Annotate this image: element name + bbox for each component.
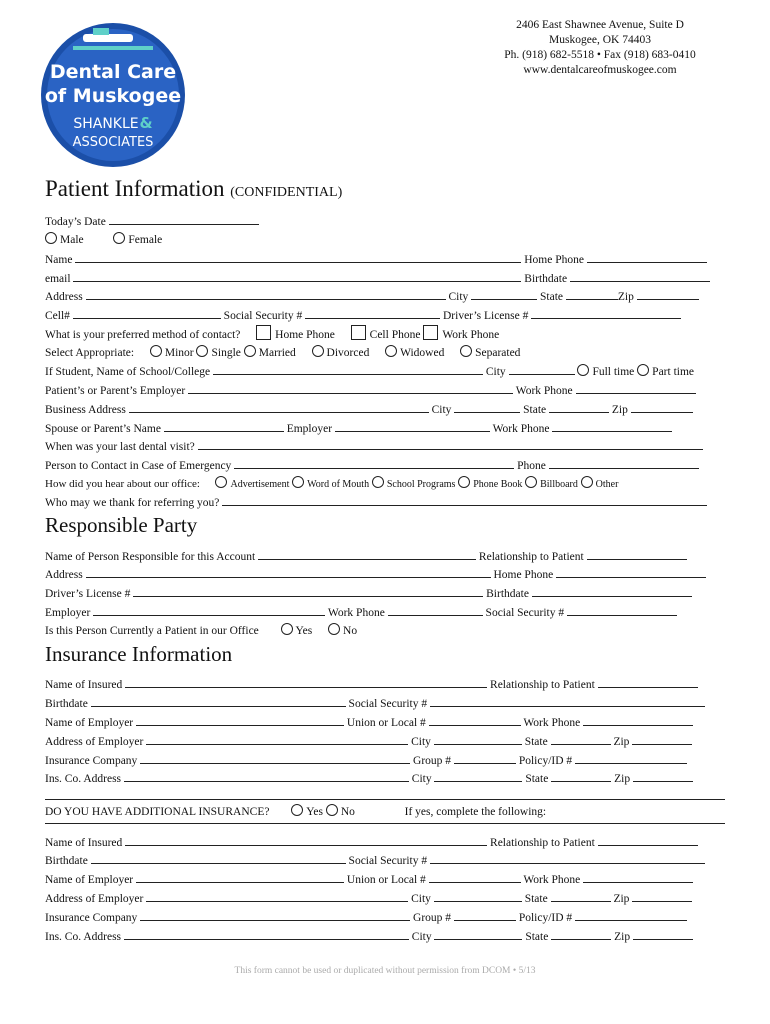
home-phone-label: Home Phone xyxy=(524,254,584,266)
ins-emp-state-field[interactable] xyxy=(551,733,611,745)
billboard-radio[interactable] xyxy=(525,476,537,488)
ins-emp-address-label: Address of Employer xyxy=(45,736,144,748)
spouse-work-phone-field[interactable] xyxy=(552,420,672,432)
ins2-ssn-label: Social Security # xyxy=(348,855,428,867)
responsible-party-title: Responsible Party xyxy=(45,513,198,537)
resp-address-field[interactable] xyxy=(86,566,491,578)
divorced-radio[interactable] xyxy=(312,345,324,357)
ins-insured-field[interactable] xyxy=(125,676,487,688)
ins2-birthdate-row xyxy=(45,852,705,868)
ins-group-label: Group # xyxy=(413,755,452,767)
resp-address-label: Address xyxy=(45,569,83,581)
zip-field[interactable] xyxy=(637,288,699,300)
ins2-co-city-field[interactable] xyxy=(434,928,522,940)
single-radio[interactable] xyxy=(196,345,208,357)
svg-text:of Muskogee: of Muskogee xyxy=(44,85,182,107)
ins-company-field[interactable] xyxy=(140,752,410,764)
resp-employer-row xyxy=(45,604,677,620)
contact-method-row xyxy=(45,325,499,342)
ins-ssn-label: Social Security # xyxy=(348,698,428,710)
ins-co-zip-label: Zip xyxy=(614,773,631,785)
additional-no-label: No xyxy=(340,806,355,818)
ins2-co-address-row xyxy=(45,928,693,944)
resp-dl-row xyxy=(45,585,692,601)
resp-employer-label: Employer xyxy=(45,607,91,619)
email-label: email xyxy=(45,273,71,285)
spouse-field[interactable] xyxy=(164,420,284,432)
ins-employer-label: Name of Employer xyxy=(45,717,134,729)
business-address-row xyxy=(45,401,693,417)
ins2-emp-zip-label: Zip xyxy=(613,893,630,905)
female-label: Female xyxy=(128,234,163,246)
ins-ssn-field[interactable] xyxy=(430,695,705,707)
spouse-employer-label: Employer xyxy=(286,423,333,435)
spouse-row xyxy=(45,420,672,436)
ins-co-address-field[interactable] xyxy=(124,770,409,782)
word-of-mouth-radio[interactable] xyxy=(292,476,304,488)
business-address-field[interactable] xyxy=(129,401,429,413)
employer-row xyxy=(45,382,696,398)
todays-date-row xyxy=(45,213,259,229)
todays-date-field[interactable] xyxy=(109,213,259,225)
resp-work-phone-label: Work Phone xyxy=(327,607,385,619)
student-city-field[interactable] xyxy=(509,363,575,375)
svg-text:Dental Care: Dental Care xyxy=(49,61,177,83)
single-label: Single xyxy=(211,347,241,359)
additional-insurance-row xyxy=(45,804,546,819)
thank-label: Who may we thank for referring you? xyxy=(45,497,220,509)
address-row xyxy=(45,288,699,304)
resp-current-row xyxy=(45,623,357,638)
todays-date-label: Today’s Date xyxy=(45,216,106,228)
dl-label: Driver’s License # xyxy=(443,310,529,322)
practice-address xyxy=(470,18,730,78)
business-city-label: City xyxy=(431,404,452,416)
referral-source-row xyxy=(45,476,618,492)
ins2-employer-label: Name of Employer xyxy=(45,874,134,886)
resp-no-radio[interactable] xyxy=(328,623,340,635)
ins-co-address-label: Ins. Co. Address xyxy=(45,773,122,785)
ifyes-label: If yes, complete the following: xyxy=(404,806,547,818)
resp-current-label: Is this Person Currently a Patient in our Office xyxy=(45,625,259,637)
other-radio[interactable] xyxy=(581,476,593,488)
ins-emp-city-label: City xyxy=(411,736,431,748)
ins2-work-phone-field[interactable] xyxy=(583,871,693,883)
patient-title-text: Patient Information xyxy=(45,176,225,201)
ins-employer-row xyxy=(45,714,693,730)
ins2-emp-city-label: City xyxy=(411,893,431,905)
ins-birthdate-label: Birthdate xyxy=(45,698,88,710)
svg-text:SHANKLE: SHANKLE xyxy=(73,116,139,132)
ins-co-state-label: State xyxy=(525,773,549,785)
ins-emp-state-label: State xyxy=(524,736,548,748)
ins-union-field[interactable] xyxy=(429,714,521,726)
ins2-employer-row xyxy=(45,871,693,887)
ins2-insured-field[interactable] xyxy=(125,834,487,846)
spouse-work-phone-label: Work Phone xyxy=(492,423,550,435)
resp-address-row xyxy=(45,566,706,582)
minor-label: Minor xyxy=(164,347,194,359)
ins-co-city-label: City xyxy=(411,773,432,785)
ins-co-address-row xyxy=(45,770,693,786)
spouse-employer-field[interactable] xyxy=(335,420,490,432)
work-phone-checkbox[interactable] xyxy=(423,325,438,340)
city-field[interactable] xyxy=(471,288,537,300)
ins-co-state-field[interactable] xyxy=(551,770,611,782)
advertisement-label: Advertisement xyxy=(230,479,290,490)
student-city-label: City xyxy=(485,366,506,378)
business-address-label: Business Address xyxy=(45,404,126,416)
state-label: State xyxy=(540,291,564,303)
resp-yes-radio[interactable] xyxy=(281,623,293,635)
student-row xyxy=(45,363,694,379)
ins2-emp-state-label: State xyxy=(524,893,548,905)
ins-insured-row xyxy=(45,676,698,692)
cell-label: Cell# xyxy=(45,310,70,322)
word-of-mouth-label: Word of Mouth xyxy=(307,479,370,490)
resp-ssn-label: Social Security # xyxy=(485,607,565,619)
business-zip-label: Zip xyxy=(611,404,628,416)
resp-relationship-label: Relationship to Patient xyxy=(478,551,584,563)
ins2-co-address-label: Ins. Co. Address xyxy=(45,931,122,943)
divorced-label: Divorced xyxy=(326,347,370,359)
ins-emp-zip-label: Zip xyxy=(613,736,630,748)
additional-yes-label: Yes xyxy=(306,806,323,818)
resp-work-phone-field[interactable] xyxy=(388,604,483,616)
confidential-label: (CONFIDENTIAL) xyxy=(230,185,343,200)
last-visit-field[interactable] xyxy=(198,438,703,450)
resp-yes-label: Yes xyxy=(295,625,313,637)
ins-birthdate-field[interactable] xyxy=(91,695,346,707)
billboard-label: Billboard xyxy=(540,479,578,490)
minor-radio[interactable] xyxy=(150,345,162,357)
ins2-co-state-field[interactable] xyxy=(551,928,611,940)
ins2-company-label: Insurance Company xyxy=(45,912,138,924)
emergency-row xyxy=(45,457,699,473)
emergency-phone-field[interactable] xyxy=(549,457,699,469)
ins2-emp-address-label: Address of Employer xyxy=(45,893,144,905)
emergency-phone-label: Phone xyxy=(517,460,546,472)
patient-info-title xyxy=(45,176,342,202)
ins-employer-field[interactable] xyxy=(136,714,344,726)
emergency-label: Person to Contact in Case of Emergency xyxy=(45,460,232,472)
school-programs-radio[interactable] xyxy=(372,476,384,488)
ins-co-zip-field[interactable] xyxy=(633,770,693,782)
resp-dl-label: Driver’s License # xyxy=(45,588,131,600)
married-radio[interactable] xyxy=(244,345,256,357)
ins2-insured-label: Name of Insured xyxy=(45,837,123,849)
email-field[interactable] xyxy=(73,270,521,282)
separated-label: Separated xyxy=(475,347,521,359)
additional-top-divider xyxy=(45,799,725,800)
hear-label: How did you hear about our office: xyxy=(45,478,200,490)
widowed-radio[interactable] xyxy=(385,345,397,357)
resp-home-phone-field[interactable] xyxy=(556,566,706,578)
svg-text:ASSOCIATES: ASSOCIATES xyxy=(72,135,154,150)
resp-birthdate-label: Birthdate xyxy=(486,588,529,600)
ins2-insured-row xyxy=(45,834,698,850)
thank-field[interactable] xyxy=(222,494,707,506)
home-phone-checkbox[interactable] xyxy=(256,325,271,340)
ins2-co-city-label: City xyxy=(411,931,432,943)
ssn-label: Social Security # xyxy=(223,310,303,322)
birthdate-field[interactable] xyxy=(570,270,710,282)
resp-ssn-field[interactable] xyxy=(567,604,677,616)
business-state-label: State xyxy=(523,404,547,416)
contact-cell-label: Cell Phone xyxy=(369,329,421,341)
cell-phone-checkbox[interactable] xyxy=(351,325,366,340)
ins2-policy-label: Policy/ID # xyxy=(518,912,573,924)
address-web: www.dentalcareofmuskogee.com xyxy=(523,64,677,76)
additional-yes-radio[interactable] xyxy=(291,804,303,816)
ins-group-field[interactable] xyxy=(454,752,516,764)
footer-notice: This form cannot be used or duplicated without permission from DCOM • 5/13 xyxy=(234,966,536,976)
work-phone-label: Work Phone xyxy=(515,385,573,397)
resp-relationship-field[interactable] xyxy=(587,548,687,560)
female-radio[interactable] xyxy=(113,232,125,244)
svg-text:&: & xyxy=(139,114,153,132)
ins2-co-address-field[interactable] xyxy=(124,928,409,940)
last-visit-row xyxy=(45,438,703,454)
ins-emp-address-row xyxy=(45,733,692,749)
thank-row xyxy=(45,494,707,510)
ins2-ssn-field[interactable] xyxy=(430,852,705,864)
ins-policy-label: Policy/ID # xyxy=(518,755,573,767)
business-state-field[interactable] xyxy=(549,401,609,413)
widowed-label: Widowed xyxy=(400,347,445,359)
additional-bottom-divider xyxy=(45,823,725,824)
ins-work-phone-label: Work Phone xyxy=(523,717,581,729)
school-programs-label: School Programs xyxy=(386,479,456,490)
ins2-union-label: Union or Local # xyxy=(346,874,426,886)
ins2-relationship-field[interactable] xyxy=(598,834,698,846)
business-city-field[interactable] xyxy=(454,401,520,413)
ins-insured-label: Name of Insured xyxy=(45,679,123,691)
contact-work-label: Work Phone xyxy=(442,329,500,341)
ins2-co-state-label: State xyxy=(525,931,549,943)
ins2-group-label: Group # xyxy=(413,912,452,924)
resp-dl-field[interactable] xyxy=(133,585,483,597)
emergency-field[interactable] xyxy=(234,457,514,469)
ins2-work-phone-label: Work Phone xyxy=(523,874,581,886)
ins2-employer-field[interactable] xyxy=(136,871,344,883)
fulltime-radio[interactable] xyxy=(577,364,589,376)
phone-book-label: Phone Book xyxy=(473,479,523,490)
ins2-relationship-label: Relationship to Patient xyxy=(490,837,595,849)
address-label: Address xyxy=(45,291,83,303)
resp-name-row xyxy=(45,548,687,564)
ins-relationship-label: Relationship to Patient xyxy=(490,679,595,691)
ins2-emp-state-field[interactable] xyxy=(551,890,611,902)
married-label: Married xyxy=(258,347,296,359)
ins-company-row xyxy=(45,752,687,768)
ins2-birthdate-label: Birthdate xyxy=(45,855,88,867)
parttime-radio[interactable] xyxy=(637,364,649,376)
insurance-title: Insurance Information xyxy=(45,642,233,666)
male-label: Male xyxy=(60,234,84,246)
advertisement-radio[interactable] xyxy=(215,476,227,488)
practice-logo xyxy=(38,20,188,170)
ins-work-phone-field[interactable] xyxy=(583,714,693,726)
ins-emp-address-field[interactable] xyxy=(146,733,408,745)
state-field[interactable] xyxy=(566,288,618,300)
city-label: City xyxy=(448,291,469,303)
select-label: Select Appropriate: xyxy=(45,347,135,359)
email-row xyxy=(45,270,710,286)
resp-employer-field[interactable] xyxy=(93,604,325,616)
resp-name-field[interactable] xyxy=(258,548,476,560)
ins-emp-city-field[interactable] xyxy=(434,733,522,745)
contact-method-label: What is your preferred method of contact? xyxy=(45,329,241,341)
name-label: Name xyxy=(45,254,73,266)
last-visit-label: When was your last dental visit? xyxy=(45,441,195,453)
work-phone-field[interactable] xyxy=(576,382,696,394)
ins-co-city-field[interactable] xyxy=(434,770,522,782)
ssn-field[interactable] xyxy=(305,307,440,319)
ins2-birthdate-field[interactable] xyxy=(91,852,346,864)
ins-union-label: Union or Local # xyxy=(346,717,426,729)
ins2-emp-address-row xyxy=(45,890,692,906)
ins2-emp-address-field[interactable] xyxy=(146,890,408,902)
ins2-policy-field[interactable] xyxy=(575,909,687,921)
business-zip-field[interactable] xyxy=(631,401,693,413)
ins-relationship-field[interactable] xyxy=(598,676,698,688)
ins2-company-row xyxy=(45,909,687,925)
ins-emp-zip-field[interactable] xyxy=(632,733,692,745)
dl-field[interactable] xyxy=(531,307,681,319)
ins2-co-zip-label: Zip xyxy=(614,931,631,943)
other-label: Other xyxy=(595,479,619,490)
fulltime-label: Full time xyxy=(592,366,635,378)
contact-home-label: Home Phone xyxy=(275,329,335,341)
phone-book-radio[interactable] xyxy=(458,476,470,488)
ins-birthdate-row xyxy=(45,695,705,711)
school-field[interactable] xyxy=(213,363,483,375)
resp-home-phone-label: Home Phone xyxy=(493,569,554,581)
parttime-label: Part time xyxy=(652,366,695,378)
employer-label: Patient’s or Parent’s Employer xyxy=(45,385,186,397)
student-label: If Student, Name of School/College xyxy=(45,366,211,378)
spouse-label: Spouse or Parent’s Name xyxy=(45,423,161,435)
address-phone: Ph. (918) 682-5518 • Fax (918) 683-0410 xyxy=(504,49,696,61)
male-radio[interactable] xyxy=(45,232,57,244)
resp-birthdate-field[interactable] xyxy=(532,585,692,597)
zip-label: Zip xyxy=(617,291,634,303)
home-phone-field[interactable] xyxy=(587,251,707,263)
ins2-emp-zip-field[interactable] xyxy=(632,890,692,902)
name-row xyxy=(45,251,707,267)
ins-company-label: Insurance Company xyxy=(45,755,138,767)
separated-radio[interactable] xyxy=(460,345,472,357)
name-field[interactable] xyxy=(75,251,521,263)
ins2-group-field[interactable] xyxy=(454,909,516,921)
employer-field[interactable] xyxy=(188,382,513,394)
ins-policy-field[interactable] xyxy=(575,752,687,764)
cell-row xyxy=(45,307,681,323)
ins2-union-field[interactable] xyxy=(429,871,521,883)
gender-row xyxy=(45,232,162,247)
address-street: 2406 East Shawnee Avenue, Suite D xyxy=(516,19,684,31)
marital-row xyxy=(45,345,520,360)
address-city: Muskogee, OK 74403 xyxy=(549,34,651,46)
resp-no-label: No xyxy=(343,625,358,637)
resp-name-label: Name of Person Responsible for this Account xyxy=(45,551,256,563)
ins2-company-field[interactable] xyxy=(140,909,410,921)
birthdate-label: Birthdate xyxy=(524,273,568,285)
ins2-emp-city-field[interactable] xyxy=(434,890,522,902)
additional-insurance-label: DO YOU HAVE ADDITIONAL INSURANCE? xyxy=(45,806,270,818)
additional-no-radio[interactable] xyxy=(326,804,338,816)
ins2-co-zip-field[interactable] xyxy=(633,928,693,940)
cell-field[interactable] xyxy=(73,307,221,319)
address-field[interactable] xyxy=(86,288,446,300)
